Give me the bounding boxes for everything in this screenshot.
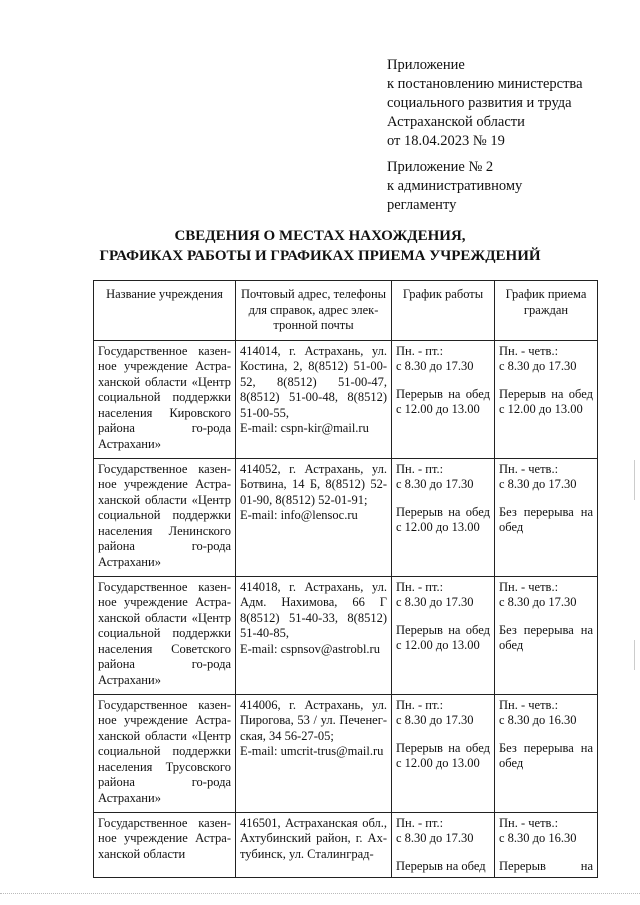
annex-2-line: регламенту bbox=[387, 197, 457, 213]
work-break: Перерыв на обед с 12.00 до 13.00 bbox=[396, 504, 490, 534]
annex-block bbox=[387, 56, 627, 151]
header-work-schedule: График работы bbox=[392, 281, 495, 341]
work-hours: с 8.30 до 17.30 bbox=[396, 359, 474, 373]
reception-break: Перерыв на bbox=[499, 858, 593, 873]
institution-name: Государственное казен-ное учреждение Астра-ханской области «Центр социальной поддержки населения Ленинского района го-рода Астрахани» bbox=[94, 458, 236, 576]
scan-margin-mark bbox=[634, 460, 635, 500]
reception-break: Без перерыва на обед bbox=[499, 622, 593, 652]
header-name: Название учреждения bbox=[94, 281, 236, 341]
scan-margin-mark bbox=[634, 640, 635, 670]
work-schedule bbox=[392, 694, 495, 812]
institution-address bbox=[236, 340, 392, 458]
address-text: 414006, г. Астрахань, ул. Пирогова, 53 / ул. Печенег-ская, 34 56-27-05; bbox=[240, 697, 387, 743]
annex-line: Приложение bbox=[387, 57, 465, 73]
work-days: Пн. - пт.: bbox=[396, 697, 444, 712]
work-hours: с 8.30 до 17.30 bbox=[396, 477, 474, 491]
reception-hours: с 8.30 до 16.30 bbox=[499, 713, 577, 727]
email-text: E-mail: cspn-kir@mail.ru bbox=[240, 421, 369, 435]
institution-name: Государственное казен-ное учреждение Астра-ханской области bbox=[94, 812, 236, 878]
address-text: 414014, г. Астрахань, ул. Костина, 2, 8(8512) 51-00-52, 8(8512) 51-00-47, 8(8512) 51-00-48, 8(8512) 51-00-55, bbox=[240, 343, 387, 420]
work-days: Пн. - пт.: bbox=[396, 579, 444, 594]
institution-name: Государственное казен-ное учреждение Астра-ханской области «Центр социальной поддержки населения Трусовского района го-рода Астрахани» bbox=[94, 694, 236, 812]
institution-address bbox=[236, 694, 392, 812]
address-text: 416501, Астраханская обл., Ахтубинский район, г. Ах-тубинск, ул. Сталинград- bbox=[240, 815, 387, 861]
reception-days: Пн. - четв.: bbox=[499, 697, 559, 712]
table-row bbox=[94, 340, 598, 458]
document-title bbox=[0, 226, 640, 266]
work-schedule bbox=[392, 458, 495, 576]
scan-edge-dots bbox=[0, 893, 640, 898]
header-address: Почтовый адрес, телефоны для справок, адрес элек-тронной почты bbox=[236, 281, 392, 341]
annex-line: Астраханской области bbox=[387, 114, 525, 130]
work-days: Пн. - пт.: bbox=[396, 343, 444, 358]
header-reception-schedule: График приема граждан bbox=[495, 281, 598, 341]
reception-schedule bbox=[495, 458, 598, 576]
reception-days: Пн. - четв.: bbox=[499, 461, 559, 476]
reception-break: Перерыв на обед с 12.00 до 13.00 bbox=[499, 386, 593, 416]
institution-address bbox=[236, 576, 392, 694]
reception-days: Пн. - четв.: bbox=[499, 343, 559, 358]
work-days: Пн. - пт.: bbox=[396, 815, 444, 830]
institution-address bbox=[236, 812, 392, 878]
annex-2-line: Приложение № 2 bbox=[387, 159, 494, 175]
reception-schedule bbox=[495, 340, 598, 458]
reception-schedule bbox=[495, 576, 598, 694]
reception-days: Пн. - четв.: bbox=[499, 815, 559, 830]
work-break: Перерыв на обед с 12.00 до 13.00 bbox=[396, 386, 490, 416]
reception-hours: с 8.30 до 17.30 bbox=[499, 595, 577, 609]
table-row bbox=[94, 576, 598, 694]
reception-days: Пн. - четв.: bbox=[499, 579, 559, 594]
institution-name: Государственное казен-ное учреждение Астра-ханской области «Центр социальной поддержки населения Советского района го-рода Астрахани» bbox=[94, 576, 236, 694]
work-hours: с 8.30 до 17.30 bbox=[396, 595, 474, 609]
email-text: E-mail: umcrit-trus@mail.ru bbox=[240, 744, 384, 758]
work-schedule bbox=[392, 812, 495, 878]
institution-name: Государственное казен-ное учреждение Астра-ханской области «Центр социальной поддержки населения Кировского района го-рода Астрахани» bbox=[94, 340, 236, 458]
reception-break: Без перерыва на обед bbox=[499, 504, 593, 534]
address-text: 414052, г. Астрахань, ул. Ботвина, 14 Б, 8(8512) 52-01-90, 8(8512) 52-01-91; bbox=[240, 461, 387, 507]
email-text: E-mail: cspnsov@astrobl.ru bbox=[240, 641, 380, 656]
annex-line: социального развития и труда bbox=[387, 95, 572, 111]
work-hours: с 8.30 до 17.30 bbox=[396, 831, 474, 845]
table-header-row bbox=[94, 281, 598, 341]
table-row bbox=[94, 694, 598, 812]
reception-schedule bbox=[495, 812, 598, 878]
email-text: E-mail: info@lensoc.ru bbox=[240, 508, 358, 522]
work-schedule bbox=[392, 576, 495, 694]
work-break: Перерыв на обед bbox=[396, 858, 486, 873]
annex-line: от 18.04.2023 № 19 bbox=[387, 133, 505, 149]
reception-hours: с 8.30 до 16.30 bbox=[499, 831, 577, 845]
work-hours: с 8.30 до 17.30 bbox=[396, 713, 474, 727]
reception-break: Без перерыва на обед bbox=[499, 740, 593, 770]
reception-hours: с 8.30 до 17.30 bbox=[499, 477, 577, 491]
work-break: Перерыв на обед с 12.00 до 13.00 bbox=[396, 622, 490, 652]
annex-2-line: к административному bbox=[387, 178, 523, 194]
annex-2-block bbox=[387, 158, 627, 215]
work-days: Пн. - пт.: bbox=[396, 461, 444, 476]
institution-address bbox=[236, 458, 392, 576]
table-row bbox=[94, 812, 598, 878]
address-text: 414018, г. Астрахань, ул. Адм. Нахимова, 66 Г 8(8512) 51-40-33, 8(8512) 51-40-85, bbox=[240, 579, 387, 640]
institutions-table bbox=[93, 280, 598, 878]
annex-line: к постановлению министерства bbox=[387, 76, 583, 92]
reception-hours: с 8.30 до 17.30 bbox=[499, 359, 577, 373]
work-break: Перерыв на обед с 12.00 до 13.00 bbox=[396, 740, 490, 770]
reception-schedule bbox=[495, 694, 598, 812]
title-line-2: ГРАФИКАХ РАБОТЫ И ГРАФИКАХ ПРИЕМА УЧРЕЖДЕНИЙ bbox=[99, 248, 541, 264]
work-schedule bbox=[392, 340, 495, 458]
table-row bbox=[94, 458, 598, 576]
title-line-1: СВЕДЕНИЯ О МЕСТАХ НАХОЖДЕНИЯ, bbox=[174, 228, 466, 244]
